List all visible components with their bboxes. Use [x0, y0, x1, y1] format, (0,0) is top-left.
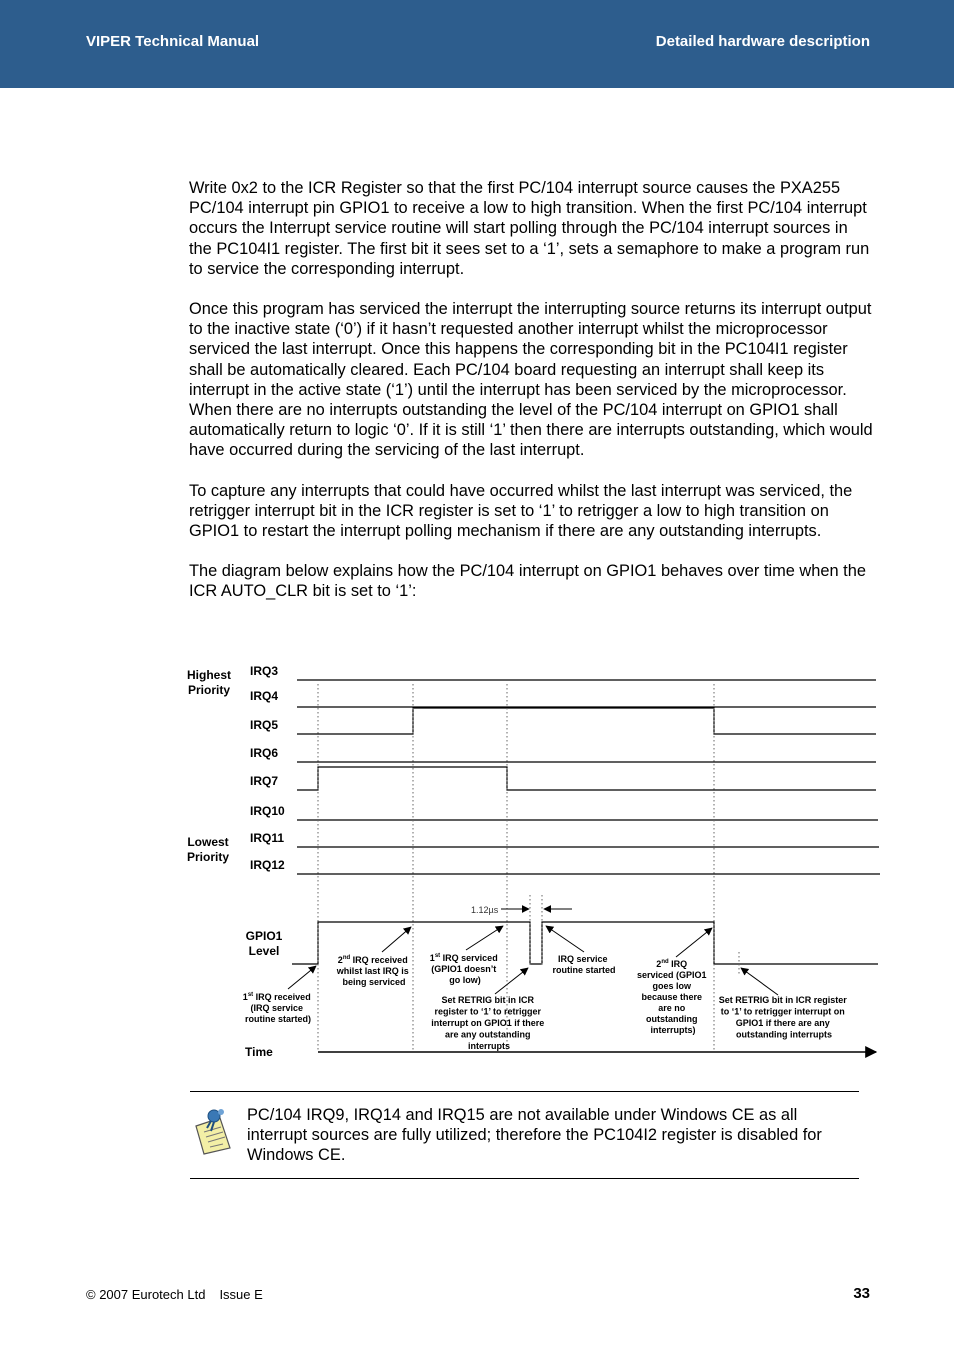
annotation-line: IRQ received — [253, 992, 311, 1002]
annotation-superscript: nd — [342, 955, 351, 961]
annotation-set-retrig-second — [719, 995, 850, 1040]
annotation-line: interrupt on GPIO1 if there — [431, 1018, 545, 1028]
irq7-waveform — [297, 767, 876, 790]
footer-issue: Issue E — [219, 1287, 263, 1302]
priority-low-label: Lowest — [187, 835, 229, 849]
annotation-line: GPIO1 if there are any — [735, 1018, 830, 1028]
gpio-label: GPIO1 — [245, 929, 283, 943]
annotation-superscript: nd — [661, 959, 669, 965]
irq5-waveform — [297, 708, 876, 734]
annotation-line: Set RETRIG bit in ICR — [441, 995, 534, 1005]
annotation-line: IRQ service — [557, 954, 608, 964]
annotation-line: because there — [641, 992, 703, 1002]
annotation-line: are no — [658, 1003, 686, 1013]
annotation-line: whilst last IRQ is — [336, 966, 409, 976]
callout-arrow — [741, 968, 778, 995]
priority-low-label: Priority — [186, 850, 230, 864]
signal-label-irq11: IRQ11 — [250, 831, 285, 845]
annotation-superscript: st — [434, 953, 441, 959]
signal-label-irq5: IRQ5 — [250, 718, 279, 732]
annotation-set-retrig-first — [431, 995, 547, 1051]
callout-arrow — [495, 968, 528, 994]
gpio-label: Level — [248, 944, 280, 958]
annotation-line: (GPIO1 doesn’t — [431, 964, 497, 974]
annotation-line: interrupts — [467, 1041, 511, 1051]
annotation-line: IRQ serviced — [440, 953, 498, 963]
annotation-line: interrupts) — [650, 1025, 696, 1035]
note-divider-bottom — [190, 1178, 859, 1179]
note-pin-icon — [190, 1104, 236, 1156]
priority-high-label: Highest — [186, 668, 232, 682]
annotation-line: 1 — [242, 992, 248, 1002]
annotation-line: go low) — [449, 975, 481, 985]
paragraph: The diagram below explains how the PC/104 interrupt on GPIO1 behaves over time when the ICR AUTO_CLR bit is set to ‘1’: — [189, 562, 866, 601]
time-axis-label: Time — [245, 1045, 273, 1059]
footer-copyright: © 2007 Eurotech Ltd — [86, 1287, 206, 1302]
callout-arrow — [676, 928, 712, 957]
timing-duration-label: 1.12µs — [471, 905, 499, 915]
manual-title: VIPER Technical Manual — [86, 33, 260, 50]
annotation-first-irq-received — [243, 992, 313, 1024]
annotation-service-routine-started — [552, 954, 615, 975]
annotation-line: routine started) — [244, 1014, 312, 1024]
callout-arrow — [546, 926, 584, 952]
page-number: 33 — [853, 1285, 870, 1302]
annotation-line: goes low — [652, 981, 691, 991]
note-divider-top — [190, 1091, 859, 1092]
annotation-line: to ‘1’ to retrigger interrupt on — [720, 1006, 845, 1017]
signal-label-irq12: IRQ12 — [250, 858, 285, 872]
callout-arrow — [466, 926, 503, 950]
annotation-line: IRQ — [668, 959, 688, 969]
annotation-second-irq-received — [336, 955, 412, 987]
paragraph: To capture any interrupts that could have occurred whilst the last interrupt was serviced, the retrigger interrupt bit in the ICR register is set to ‘1’ to retrigger a low to high transition on GPIO1 to restart the interrupt polling mechanism if there are any outstanding interrupts. — [189, 481, 853, 541]
annotation-line: outstanding interrupts — [736, 1029, 832, 1040]
priority-high-label: Priority — [187, 683, 231, 697]
note-text: PC/104 IRQ9, IRQ14 and IRQ15 are not available under Windows CE as all interrupt sources are fully utilized; therefore the PC104I2 register is disabled for Windows CE. — [247, 1106, 822, 1165]
annotation-line: 2 — [337, 955, 343, 965]
annotation-second-irq-serviced — [637, 959, 709, 1035]
annotation-first-irq-serviced — [430, 953, 500, 985]
annotation-line: IRQ received — [350, 955, 408, 965]
annotation-line: (IRQ service — [250, 1003, 304, 1013]
annotation-line: are any outstanding — [444, 1029, 531, 1040]
annotation-line: 2 — [656, 959, 662, 969]
signal-label-irq10: IRQ10 — [250, 804, 285, 818]
paragraph: Once this program has serviced the interrupt the interrupting source returns its interrupt output to the inactive state (‘0’) if it hasn’t requested another interrupt whilst the microprocessor serviced the last interrupt. Once this happens the corresponding bit in the PC104I1 register shall be automatically cleared. Each PC/104 board requesting an interrupt shall keep its interrupt in the active state (‘1’) until the interrupt has been serviced by the microprocessor. When there are no interrupts outstanding the level of the PC/104 interrupt on GPIO1 shall automatically return to logic ‘0’. If it is still ‘1’ then there are interrupts outstanding, which would have occurred during the servicing of the last interrupt. — [189, 300, 873, 460]
annotation-line: 1 — [429, 953, 435, 963]
annotation-line: outstanding — [645, 1014, 698, 1024]
section-title: Detailed hardware description — [655, 33, 870, 50]
annotation-line: register to ‘1’ to retrigger — [434, 1006, 542, 1017]
annotation-line: being serviced — [342, 977, 406, 987]
paragraph: Write 0x2 to the ICR Register so that the first PC/104 interrupt source causes the PXA255 PC/104 interrupt pin GPIO1 to receive a low to high transition. When the first PC/104 interrupt occurs the Interrupt service routine will start polling through the PC/104 interrupt sources in the PC104I1 register. The first bit it sees set to a ‘1’, sets a semaphore to make a program run to service the corresponding interrupt. — [189, 179, 870, 278]
annotation-line: routine started — [552, 965, 616, 975]
callout-arrow — [382, 927, 411, 952]
signal-label-irq6: IRQ6 — [250, 746, 279, 760]
signal-label-irq3: IRQ3 — [250, 664, 279, 678]
signal-label-irq4: IRQ4 — [250, 689, 279, 703]
annotation-superscript: st — [247, 992, 254, 998]
annotation-line: serviced (GPIO1 — [636, 970, 707, 980]
callout-arrow — [288, 966, 316, 989]
footer-info — [86, 1287, 277, 1302]
signal-label-irq7: IRQ7 — [250, 774, 279, 788]
annotation-line: Set RETRIG bit in ICR register — [718, 995, 847, 1005]
